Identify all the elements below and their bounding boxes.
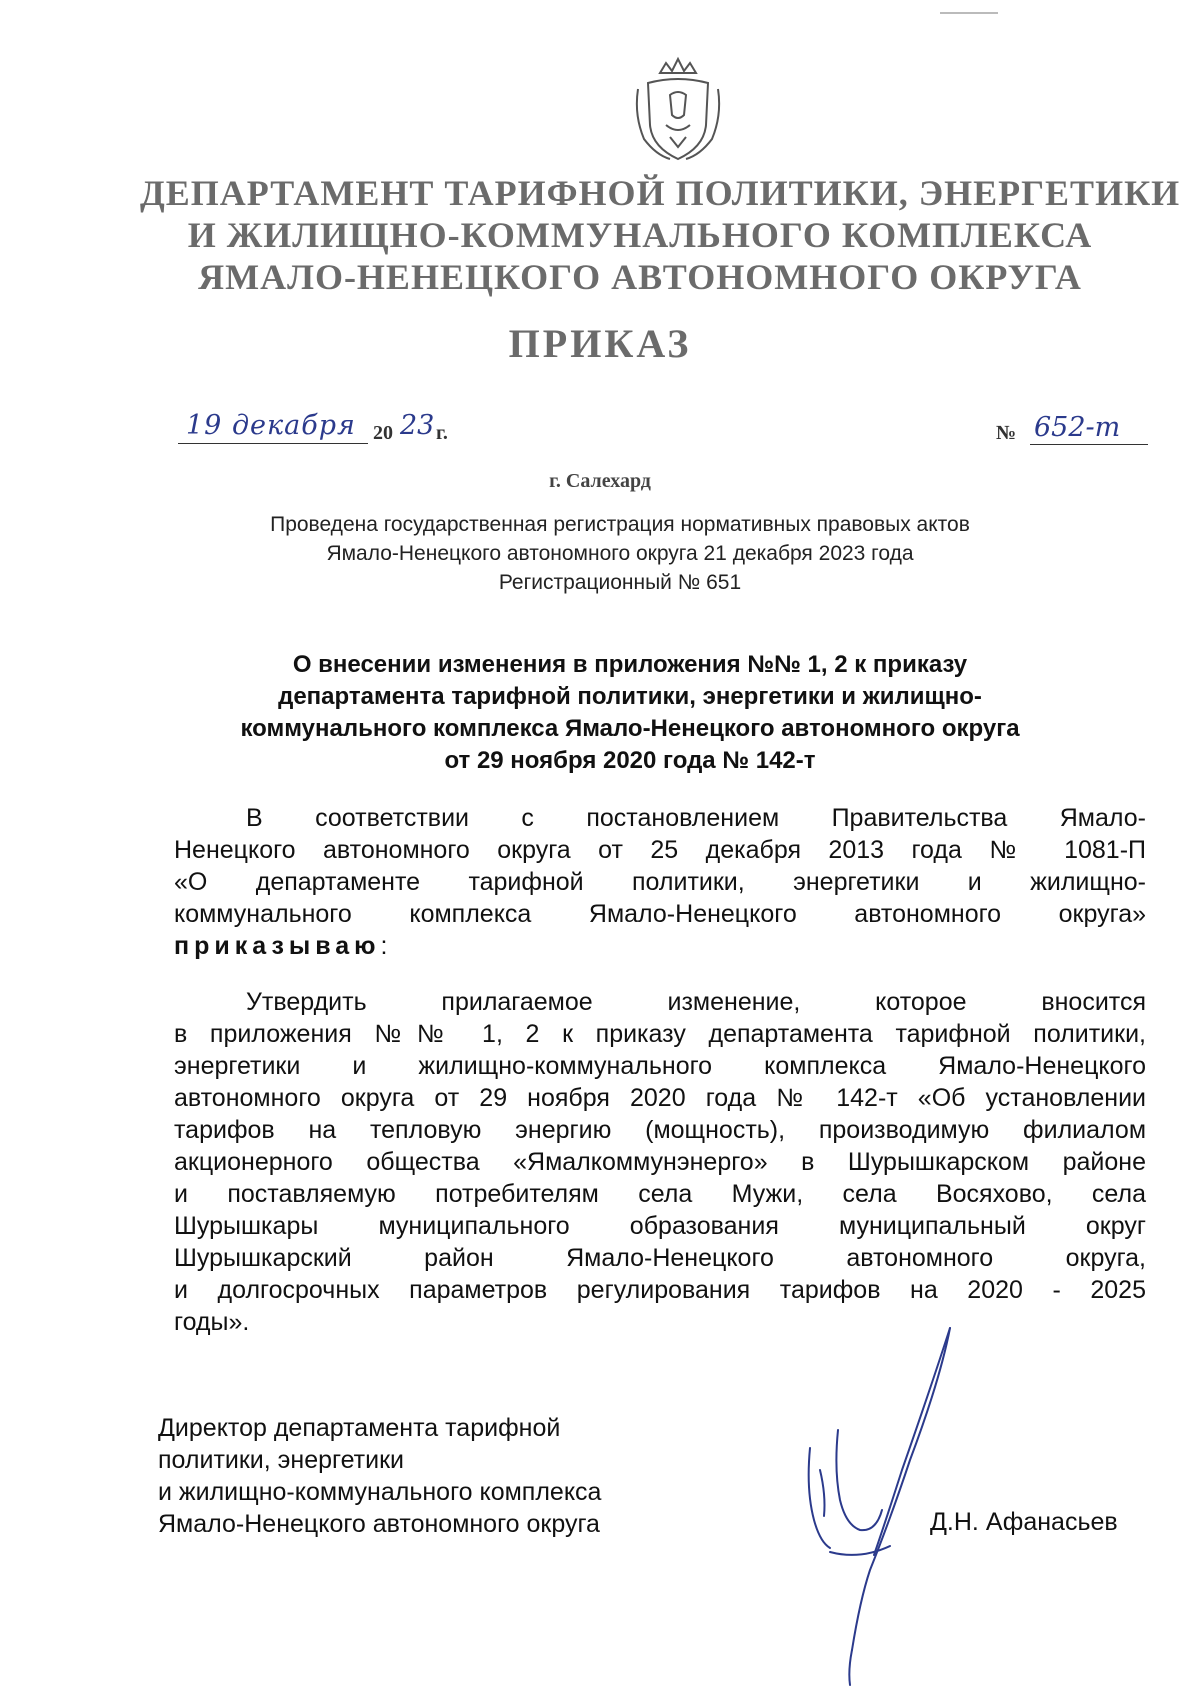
- p1-line-4: коммунального комплекса Ямало-Ненецкого автономного округа»: [174, 900, 1146, 928]
- p2-line-2: в приложения №№ 1, 2 к приказу департамента тарифной политики,: [174, 1020, 1146, 1048]
- registration-line-1: Проведена государственная регистрация нормативных правовых актов: [270, 513, 970, 536]
- date-underline: [178, 443, 368, 444]
- registration-note: [200, 510, 1040, 597]
- p2-line-9: Шурышкарский район Ямало-Ненецкого автономного округа,: [174, 1244, 1146, 1272]
- handwritten-signature: [790, 1320, 970, 1690]
- date-year-prefix: 20: [373, 422, 393, 444]
- coat-of-arms-icon: [630, 55, 726, 165]
- order-number: [996, 412, 1156, 452]
- dept-line-3: ЯМАЛО-НЕНЕЦКОГО АВТОНОМНОГО ОКРУГА: [198, 257, 1082, 297]
- position-line-3: и жилищно-коммунального комплекса: [158, 1478, 602, 1506]
- order-date: [178, 410, 478, 450]
- p2-line-7: и поставляемую потребителям села Мужи, села Восяхово, села: [174, 1180, 1146, 1208]
- position-line-2: политики, энергетики: [158, 1446, 404, 1474]
- position-line-1: Директор департамента тарифной: [158, 1414, 561, 1442]
- title-line-1: О внесении изменения в приложения №№ 1, 2 к приказу: [292, 651, 968, 678]
- p2-line-11: годы».: [174, 1308, 250, 1336]
- date-handwritten: 19 декабря: [186, 410, 356, 441]
- title-line-3: коммунального комплекса Ямало-Ненецкого автономного округа: [240, 715, 1020, 742]
- paragraph-basis: [174, 802, 1146, 962]
- year-handwritten: 23: [400, 410, 435, 441]
- department-name: [140, 172, 1181, 298]
- doc-type-heading: ПРИКАЗ: [508, 321, 692, 366]
- order-word-line: [174, 930, 1146, 962]
- p2-line-1: Утвердить прилагаемое изменение, которое вносится: [246, 988, 1146, 1016]
- registration-line-2: Ямало-Ненецкого автономного округа 21 декабря 2023 года: [326, 542, 914, 565]
- city-label: г. Салехард: [549, 470, 651, 492]
- p2-line-3: энергетики и жилищно-коммунального комплекса Ямало-Ненецкого: [174, 1052, 1146, 1080]
- order-colon: :: [380, 932, 388, 960]
- top-scan-mark: [940, 12, 998, 14]
- signatory-position: [158, 1412, 601, 1540]
- p2-line-5: тарифов на тепловую энергию (мощность), производимую филиалом: [174, 1116, 1146, 1144]
- p2-line-8: Шурышкары муниципального образования муниципальный округ: [174, 1212, 1146, 1240]
- p1-line-2: Ненецкого автономного округа от 25 декабря 2013 года № 1081-П: [174, 836, 1146, 864]
- registration-line-3: Регистрационный № 651: [498, 571, 742, 594]
- p1-line-1: В соответствии с постановлением Правительства Ямало-: [246, 804, 1146, 832]
- number-handwritten: 652-т: [1034, 412, 1121, 443]
- position-line-4: Ямало-Ненецкого автономного округа: [158, 1510, 600, 1538]
- signatory-name: Д.Н. Афанасьев: [930, 1508, 1118, 1536]
- number-underline: [1030, 444, 1148, 445]
- p2-line-10: и долгосрочных параметров регулирования тарифов на 2020 - 2025: [174, 1276, 1146, 1304]
- p2-line-6: акционерного общества «Ямалкоммунэнерго» в Шурышкарском районе: [174, 1148, 1146, 1176]
- order-title: [150, 649, 1110, 777]
- p2-line-4: автономного округа от 29 ноября 2020 года № 142-т «Об установлении: [174, 1084, 1146, 1112]
- dept-line-1: ДЕПАРТАМЕНТ ТАРИФНОЙ ПОЛИТИКИ, ЭНЕРГЕТИКИ: [140, 173, 1181, 213]
- title-line-4: от 29 ноября 2020 года № 142-т: [444, 747, 816, 774]
- number-label: №: [996, 422, 1017, 444]
- title-line-2: департамента тарифной политики, энергетики и жилищно-: [278, 683, 982, 710]
- order-word: приказываю: [174, 932, 381, 960]
- paragraph-decision: [174, 986, 1146, 1338]
- year-suffix: г.: [436, 422, 448, 444]
- dept-line-2: И ЖИЛИЩНО-КОММУНАЛЬНОГО КОМПЛЕКСА: [187, 215, 1093, 255]
- p1-line-3: «О департаменте тарифной политики, энергетики и жилищно-: [174, 868, 1146, 896]
